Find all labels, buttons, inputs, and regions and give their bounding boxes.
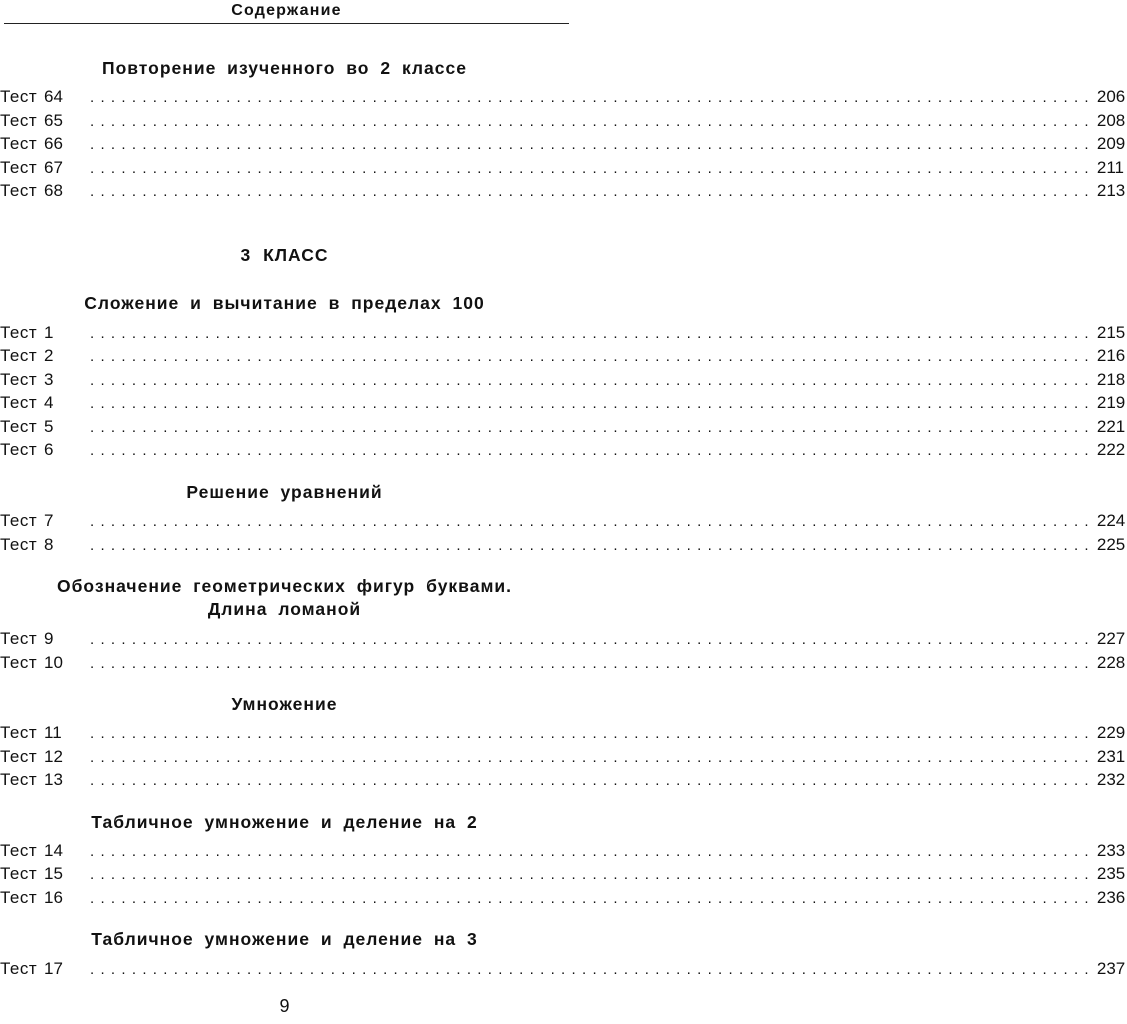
toc-entry[interactable] <box>0 368 1126 391</box>
dot-leader: ................................................................................................ <box>90 749 1095 766</box>
toc-entry[interactable] <box>0 839 1126 862</box>
entry-number: 5 <box>44 417 54 436</box>
entry-label: Тест <box>0 417 38 436</box>
entry-number: 13 <box>44 770 63 789</box>
entry-number: 12 <box>44 747 63 766</box>
entry-number: 68 <box>44 181 63 200</box>
dot-leader: ................................................................................................ <box>90 772 1095 789</box>
entry-number: 7 <box>44 511 54 530</box>
entry-number: 6 <box>44 440 54 459</box>
entry-page: 209 <box>1096 134 1126 153</box>
entry-number: 9 <box>44 629 54 648</box>
entry-label: Тест <box>0 723 38 742</box>
entry-page: 216 <box>1096 346 1126 365</box>
toc-entry[interactable] <box>0 957 1126 980</box>
toc-entry[interactable] <box>0 886 1126 909</box>
section-title-line: Повторение изученного во 2 классе <box>102 58 467 78</box>
toc-entry[interactable] <box>0 627 1126 650</box>
dot-leader: ................................................................................................ <box>90 89 1095 106</box>
entry-number: 8 <box>44 535 54 554</box>
section-title-line: Табличное умножение и деление на 3 <box>91 929 478 949</box>
entry-label: Тест <box>0 841 38 860</box>
toc-entry[interactable] <box>0 862 1126 885</box>
section-title-line: Обозначение геометрических фигур буквами. <box>56 576 513 596</box>
entry-number: 67 <box>44 158 63 177</box>
entry-page: 225 <box>1096 535 1126 554</box>
page-number: 9 <box>279 996 290 1016</box>
toc-entry[interactable] <box>0 651 1126 674</box>
entry-page: 213 <box>1096 181 1126 200</box>
entry-number: 16 <box>44 888 63 907</box>
entry-label: Тест <box>0 181 38 200</box>
entry-number: 4 <box>44 393 54 412</box>
entry-number: 14 <box>44 841 63 860</box>
dot-leader: ................................................................................................ <box>90 348 1095 365</box>
section-title-line: Сложение и вычитание в пределах 100 <box>84 293 485 313</box>
toc-entry[interactable] <box>0 321 1126 344</box>
entry-page: 228 <box>1096 653 1126 672</box>
toc-entry[interactable] <box>0 109 1126 132</box>
entry-label: Тест <box>0 440 38 459</box>
entry-page: 208 <box>1096 111 1126 130</box>
toc-entry[interactable] <box>0 745 1126 768</box>
entry-page: 219 <box>1096 393 1126 412</box>
entry-number: 1 <box>44 323 54 342</box>
entry-label: Тест <box>0 535 38 554</box>
entry-label: Тест <box>0 959 38 978</box>
entry-label: Тест <box>0 393 38 412</box>
entry-label: Тест <box>0 87 38 106</box>
section-title <box>0 811 569 834</box>
entry-page: 236 <box>1096 888 1126 907</box>
entry-number: 66 <box>44 134 63 153</box>
dot-leader: ................................................................................................ <box>90 442 1095 459</box>
entry-label: Тест <box>0 511 38 530</box>
dot-leader: ................................................................................................ <box>90 113 1095 130</box>
entry-page: 221 <box>1096 417 1126 436</box>
toc-entry[interactable] <box>0 415 1126 438</box>
section-title <box>0 693 569 716</box>
section-title <box>0 575 569 621</box>
section-title <box>0 481 569 504</box>
entry-page: 235 <box>1096 864 1126 883</box>
entry-label: Тест <box>0 370 38 389</box>
toc-entry[interactable] <box>0 768 1126 791</box>
entry-label: Тест <box>0 323 38 342</box>
dot-leader: ................................................................................................ <box>90 419 1095 436</box>
dot-leader: ................................................................................................ <box>90 183 1095 200</box>
toc-entry[interactable] <box>0 132 1126 155</box>
entry-number: 3 <box>44 370 54 389</box>
entry-label: Тест <box>0 111 38 130</box>
section-title-line: Умножение <box>231 694 338 714</box>
section-title-line: Решение уравнений <box>186 482 383 502</box>
entry-page: 218 <box>1096 370 1126 389</box>
grade-heading: 3 КЛАСС <box>240 245 329 265</box>
entry-page: 206 <box>1096 87 1126 106</box>
section-title-line: Табличное умножение и деление на 2 <box>91 812 478 832</box>
entry-page: 222 <box>1096 440 1126 459</box>
toc-entry[interactable] <box>0 391 1126 414</box>
entry-page: 232 <box>1096 770 1126 789</box>
dot-leader: ................................................................................................ <box>90 513 1095 530</box>
entry-label: Тест <box>0 888 38 907</box>
section-title <box>0 57 569 80</box>
dot-leader: ................................................................................................ <box>90 843 1095 860</box>
toc-entry[interactable] <box>0 438 1126 461</box>
entry-page: 215 <box>1096 323 1126 342</box>
entry-label: Тест <box>0 653 38 672</box>
entry-page: 227 <box>1096 629 1126 648</box>
entry-number: 10 <box>44 653 63 672</box>
toc-entry[interactable] <box>0 533 1126 556</box>
entry-label: Тест <box>0 134 38 153</box>
toc-entry[interactable] <box>0 509 1126 532</box>
dot-leader: ................................................................................................ <box>90 537 1095 554</box>
entry-page: 233 <box>1096 841 1126 860</box>
dot-leader: ................................................................................................ <box>90 160 1095 177</box>
dot-leader: ................................................................................................ <box>90 655 1095 672</box>
toc-entry[interactable] <box>0 179 1126 202</box>
section-title <box>0 928 569 951</box>
toc-entry[interactable] <box>0 721 1126 744</box>
entry-page: 229 <box>1096 723 1126 742</box>
entry-number: 64 <box>44 87 63 106</box>
section-title <box>0 292 569 315</box>
dot-leader: ................................................................................................ <box>90 631 1095 648</box>
toc-entry[interactable] <box>0 85 1126 108</box>
toc-entry[interactable] <box>0 344 1126 367</box>
entry-number: 17 <box>44 959 63 978</box>
dot-leader: ................................................................................................ <box>90 325 1095 342</box>
entry-label: Тест <box>0 629 38 648</box>
entry-label: Тест <box>0 158 38 177</box>
section-title-line: Длина ломаной <box>207 599 362 619</box>
entry-label: Тест <box>0 864 38 883</box>
toc-entry[interactable] <box>0 156 1124 179</box>
header-title: Содержание <box>231 2 342 19</box>
running-header <box>4 0 569 24</box>
entry-label: Тест <box>0 770 38 789</box>
dot-leader: ................................................................................................ <box>90 961 1095 978</box>
entry-page: 211 <box>1096 158 1124 177</box>
entry-page: 224 <box>1096 511 1126 530</box>
entry-label: Тест <box>0 747 38 766</box>
entry-number: 11 <box>44 723 62 742</box>
dot-leader: ................................................................................................ <box>90 866 1095 883</box>
entry-number: 2 <box>44 346 54 365</box>
dot-leader: ................................................................................................ <box>90 136 1095 153</box>
dot-leader: ................................................................................................ <box>90 372 1095 389</box>
dot-leader: ................................................................................................ <box>90 395 1095 412</box>
dot-leader: ................................................................................................ <box>90 725 1095 742</box>
entry-page: 231 <box>1096 747 1126 766</box>
entry-number: 65 <box>44 111 63 130</box>
entry-label: Тест <box>0 346 38 365</box>
entry-number: 15 <box>44 864 63 883</box>
entry-page: 237 <box>1096 959 1126 978</box>
dot-leader: ................................................................................................ <box>90 890 1095 907</box>
